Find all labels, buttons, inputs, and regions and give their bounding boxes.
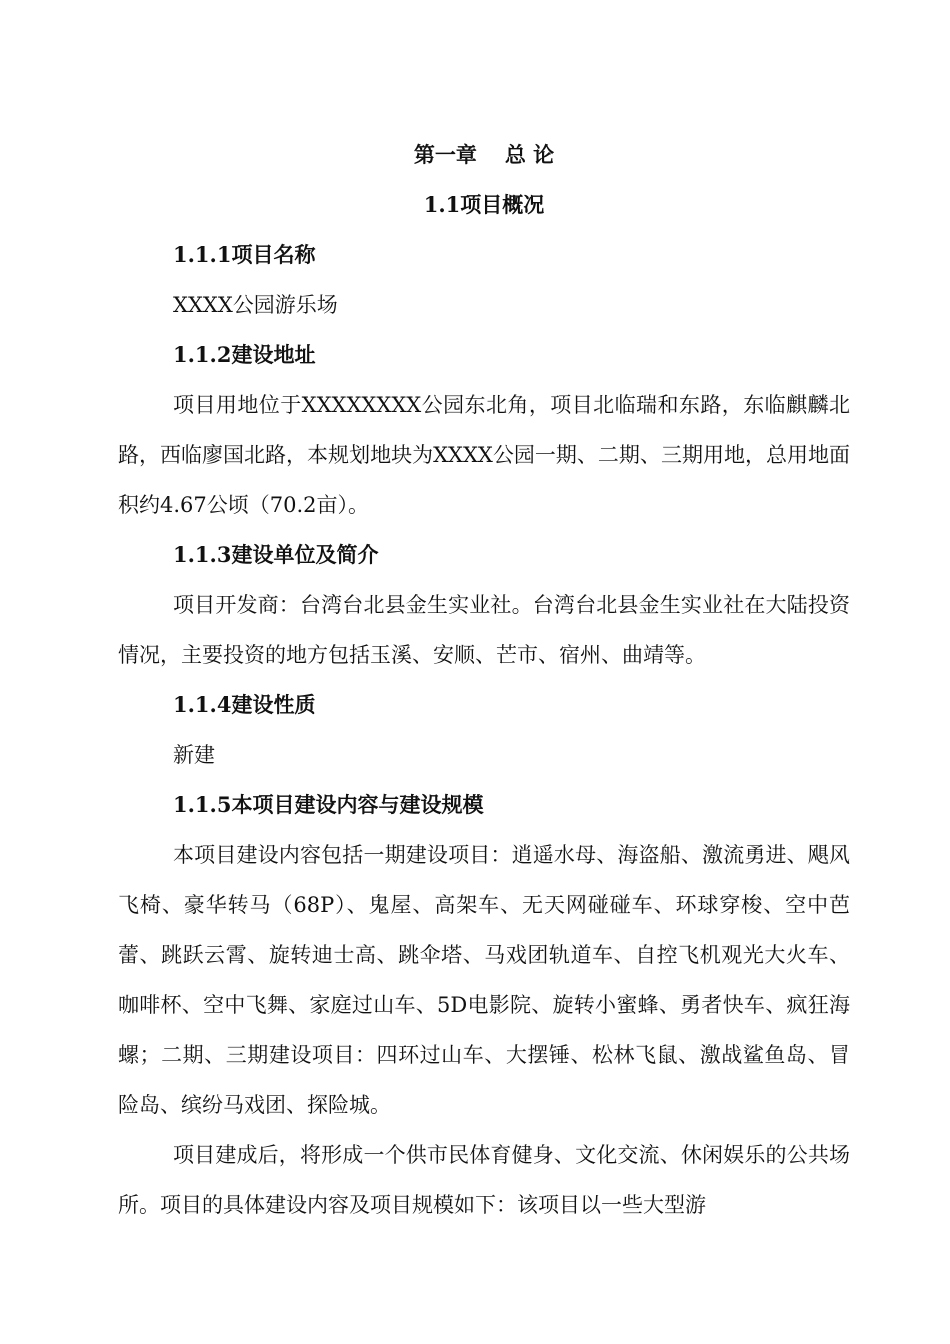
- subsection-heading-project-name: 1.1.1项目名称: [173, 242, 316, 267]
- paragraph-scope-contents: 本项目建设内容包括一期建设项目：逍遥水母、海盗船、激流勇进、飓风飞椅、豪华转马（68P）、鬼屋、高架车、无天网碰碰车、环球穿梭、空中芭蕾、跳跃云霄、旋转迪士高、跳伞塔、马戏团轨道车、自控飞机观光大火车、咖啡杯、空中飞舞、家庭过山车、5D电影院、旋转小蜜蜂、勇者快车、疯狂海螺；二期、三期建设项目：四环过山车、大摆锤、松林飞鼠、激战鲨鱼岛、冒险岛、缤纷马戏团、探险城。: [118, 843, 850, 1117]
- section-title: 1.1项目概况: [423, 192, 545, 217]
- subsection-heading-address: 1.1.2建设地址: [173, 342, 316, 367]
- chapter-title: [118, 130, 850, 180]
- paragraph-scope-summary: 项目建成后，将形成一个供市民体育健身、文化交流、休闲娱乐的公共场所。项目的具体建设内容及项目规模如下：该项目以一些大型游: [118, 1143, 850, 1217]
- chapter-number: 第一章: [413, 142, 477, 167]
- paragraph-nature: 新建: [173, 743, 215, 767]
- paragraph-developer: 项目开发商：台湾台北县金生实业社。台湾台北县金生实业社在大陆投资情况，主要投资的地方包括玉溪、安顺、芒市、宿州、曲靖等。: [118, 593, 850, 667]
- paragraph-project-name: XXXX公园游乐场: [173, 293, 338, 317]
- subsection-heading-nature: 1.1.4建设性质: [173, 692, 316, 717]
- document-body: [118, 130, 850, 1230]
- paragraph-address: 项目用地位于XXXXXXXX公园东北角，项目北临瑞和东路，东临麒麟北路，西临廖国北路，本规划地块为XXXX公园一期、二期、三期用地，总用地面积约4.67公顷（70.2亩）。: [118, 393, 850, 517]
- chapter-name: 总 论: [504, 142, 555, 167]
- subsection-heading-scope: 1.1.5本项目建设内容与建设规模: [173, 792, 484, 817]
- subsection-heading-developer: 1.1.3建设单位及简介: [173, 542, 379, 567]
